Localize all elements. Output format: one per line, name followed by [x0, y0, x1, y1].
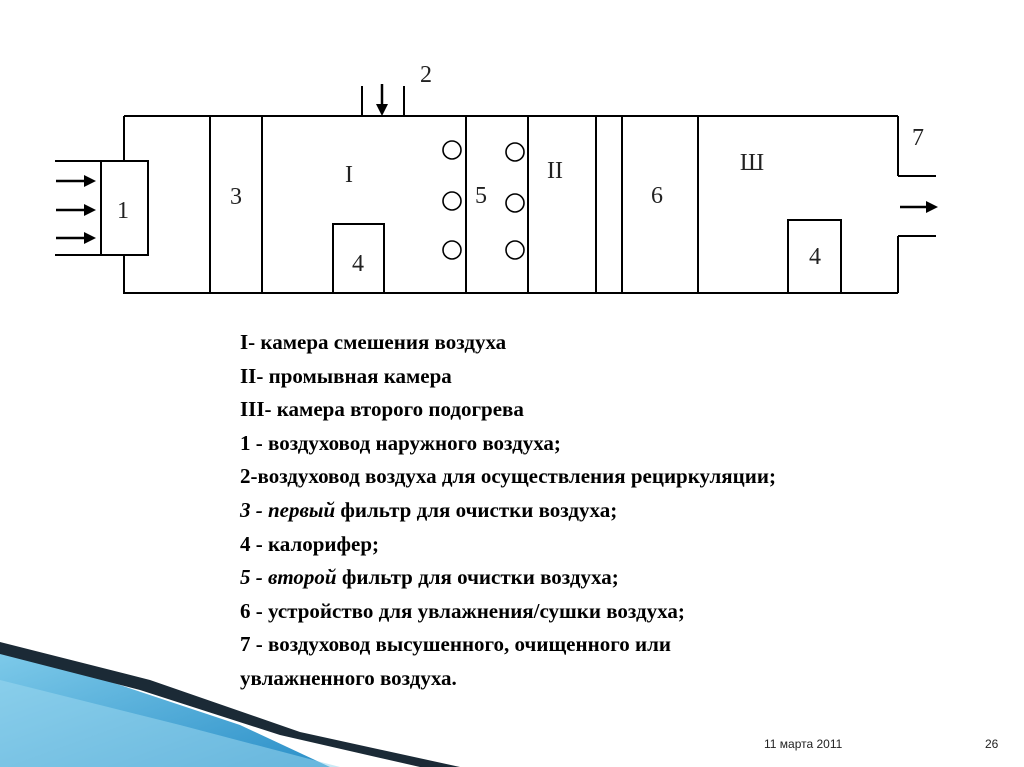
legend-regular-part: фильтр для очистки воздуха; — [336, 565, 619, 590]
legend-line — [240, 494, 1000, 528]
label-washing-chamber: II — [547, 158, 563, 184]
legend-italic-part: 3 - первый — [240, 497, 336, 522]
nozzle-circle — [506, 143, 524, 161]
legend-line: 7 - воздуховод высушенного, очищенного или — [240, 632, 671, 657]
legend-regular-part: фильтр для очистки воздуха; — [335, 497, 618, 522]
nozzle-circle — [506, 194, 524, 212]
nozzle-circle — [443, 241, 461, 259]
label-first-filter: 3 — [230, 184, 242, 210]
air-handling-unit-diagram — [0, 0, 1024, 310]
label-heater-left: 4 — [352, 251, 364, 277]
legend-line: I- камера смешения воздуха — [240, 330, 507, 354]
nozzle-circle — [506, 241, 524, 259]
legend-line: 1 - воздуховод наружного воздуха; — [240, 430, 561, 455]
legend-line: II- промывная камера — [240, 363, 452, 388]
inlet-arrow-icon — [56, 175, 96, 187]
legend-line: увлажненного воздуха. — [240, 665, 457, 690]
label-mixing-chamber: I — [345, 162, 353, 188]
corner-decoration — [0, 640, 460, 767]
recirculation-arrow-icon — [376, 84, 388, 116]
label-recirculation-duct: 2 — [420, 62, 432, 88]
legend-line — [240, 561, 1000, 595]
nozzle-circle — [443, 192, 461, 210]
inlet-arrow-icon — [56, 204, 96, 216]
label-second-filter: 5 — [475, 183, 487, 209]
label-humidifier: 6 — [651, 183, 663, 209]
legend-italic-part: 5 - второй — [240, 565, 337, 590]
footer-date: 11 марта 2011 — [764, 737, 843, 751]
legend-line: 4 - калорифер; — [240, 531, 380, 556]
label-output-duct: 7 — [912, 125, 924, 151]
legend-line: 2-воздуховод воздуха для осуществления рециркуляции; — [240, 464, 776, 489]
legend-line: III- камера второго подогрева — [240, 397, 524, 422]
legend-line: 6 - устройство для увлажнения/сушки воздуха; — [240, 598, 685, 623]
label-heater-right: 4 — [809, 244, 821, 270]
label-outside-duct: 1 — [117, 198, 129, 224]
label-second-heating-chamber: Ш — [739, 150, 765, 176]
nozzle-circle — [443, 141, 461, 159]
outlet-arrow-icon — [900, 201, 938, 213]
page-number: 26 — [985, 737, 999, 751]
inlet-arrow-icon — [56, 232, 96, 244]
